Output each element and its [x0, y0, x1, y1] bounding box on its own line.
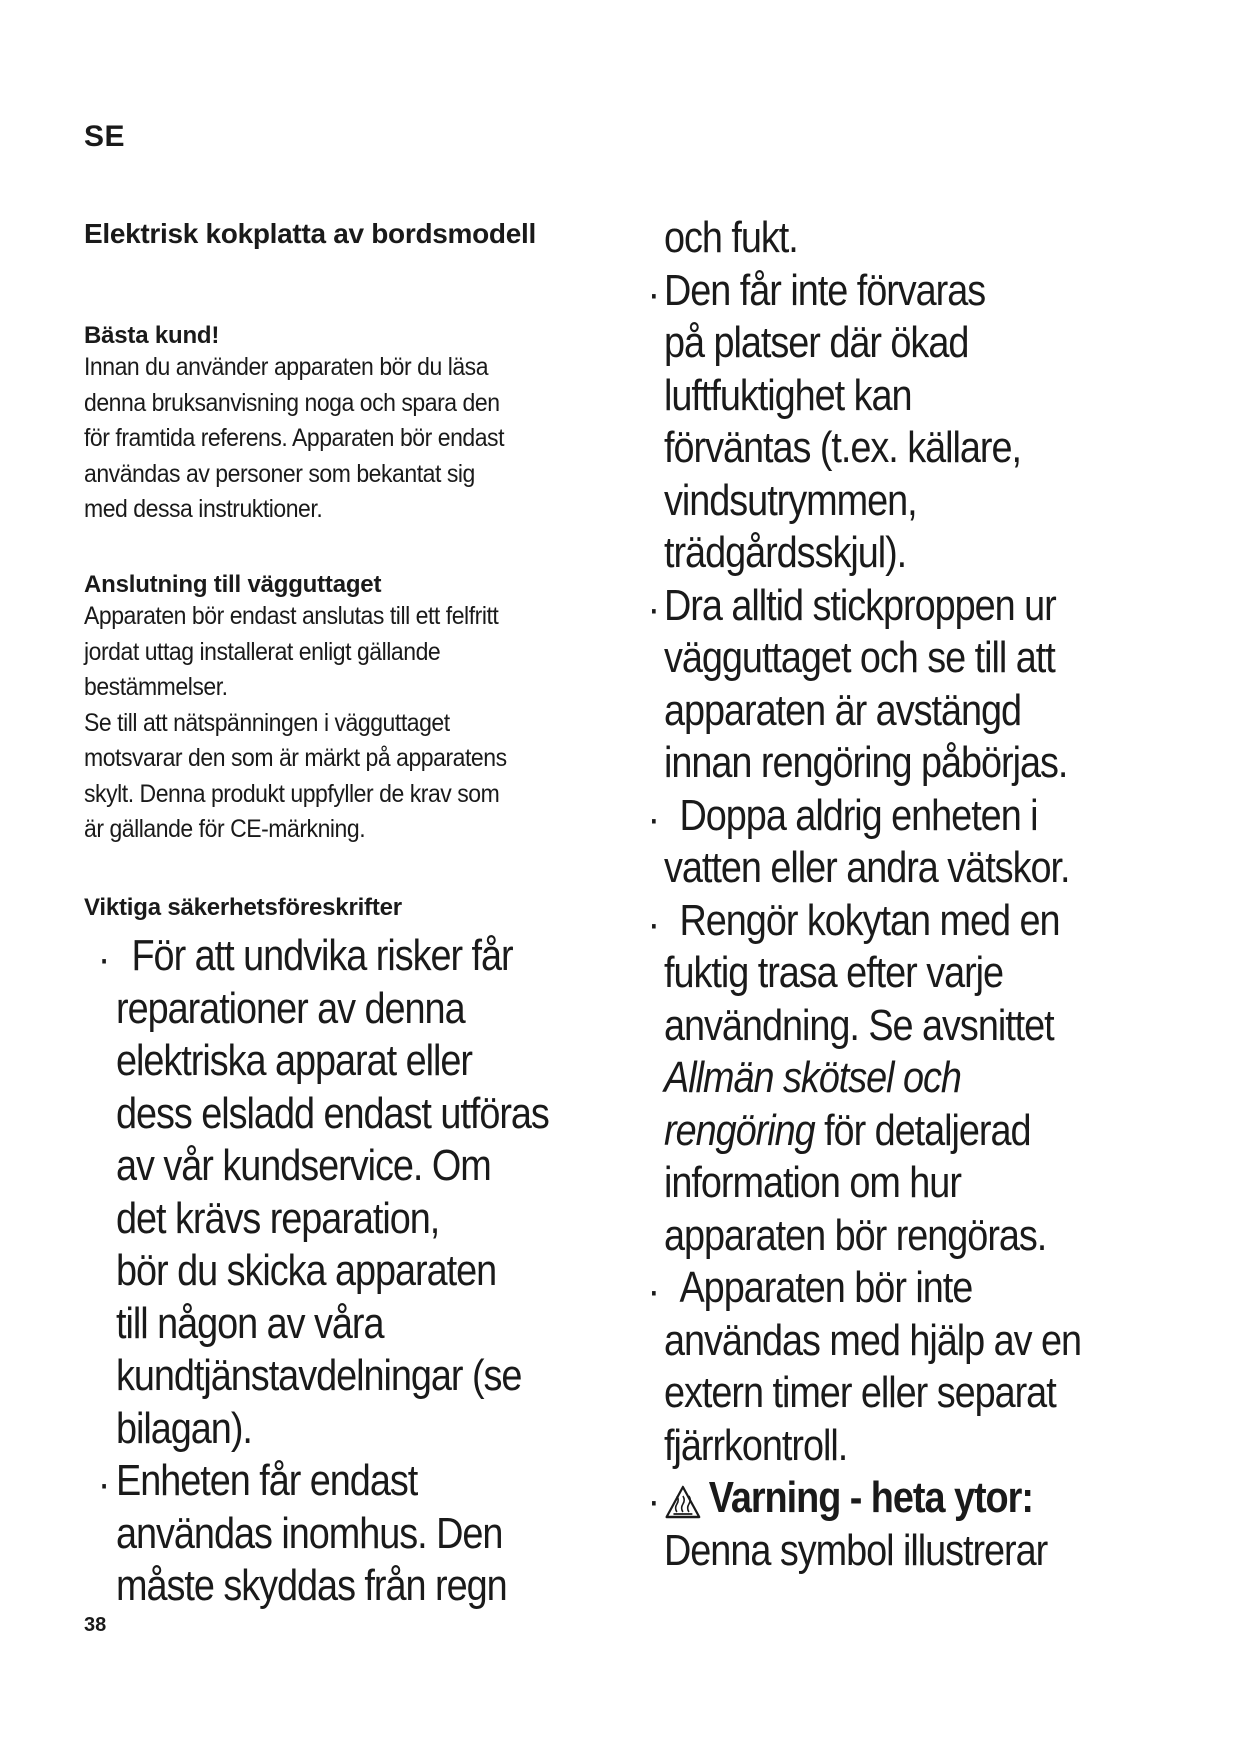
text-line: på platser där ökad [664, 318, 969, 367]
text-line: användas med hjälp av en [664, 1315, 1082, 1365]
bullet-icon: · [650, 279, 658, 313]
bullet-icon: · [650, 1277, 658, 1310]
greeting-heading: Bästa kund! [84, 322, 220, 349]
text-line: det krävs reparation, [116, 1193, 440, 1243]
text-line: reparationer av denna [116, 983, 465, 1033]
text-line: Apparaten bör endast anslutas till ett felfritt [84, 602, 499, 630]
text-line: användning. Se avsnittet [664, 1000, 1054, 1050]
text-line: av vår kundservice. Om [116, 1141, 491, 1190]
text-line: trädgårdsskjul). [664, 528, 907, 577]
text-line: och fukt. [664, 213, 798, 262]
text-line: dess elsladd endast utföras [116, 1088, 549, 1138]
text-line: Innan du använder apparaten bör du läsa [84, 353, 489, 381]
bullet-icon: · [650, 1487, 658, 1520]
text-line: fuktig trasa efter varje [664, 948, 1004, 997]
connection-body [84, 599, 599, 848]
text-line: Dra alltid stickproppen ur [664, 580, 1056, 630]
warning-label: Varning - heta ytor: [708, 1473, 1033, 1522]
language-code: SE [84, 120, 126, 153]
section-connection [84, 571, 604, 848]
text-line: jordat uttag installerat enligt gällande [84, 637, 441, 666]
text-line: användas av personer som bekantat sig [84, 459, 475, 488]
text-line: vägguttaget och se till att [664, 633, 1055, 682]
safety-items-left [100, 930, 598, 1613]
text-line: motsvarar den som är märkt på apparatens [84, 744, 507, 772]
safety-item-hot-surface [650, 1472, 1146, 1577]
text-line: användas inomhus. Den [116, 1508, 503, 1558]
text-line: apparaten är avstängd [664, 685, 1022, 735]
page-number: 38 [84, 1614, 107, 1636]
text-line [664, 1052, 1146, 1105]
text-fragment: för detaljerad [814, 1105, 1031, 1155]
text-line: bilagan). [116, 1403, 252, 1453]
section-reference-text: rengöring [664, 1105, 815, 1155]
text-line: Doppa aldrig enheten i [679, 790, 1038, 840]
text-line: bör du skicka apparaten [116, 1246, 497, 1295]
safety-items-right [650, 212, 1146, 1577]
warning-line [664, 1472, 1146, 1525]
text-line: För att undvika risker får [131, 931, 513, 980]
text-line: vatten eller andra vätskor. [664, 843, 1070, 892]
hot-surface-warning-icon [664, 1480, 702, 1516]
text-line: Enheten får endast [116, 1456, 418, 1505]
text-line: Apparaten bör inte [679, 1263, 973, 1312]
bullet-icon: · [100, 945, 109, 978]
safety-item-storage [650, 265, 1146, 580]
connection-heading: Anslutning till vägguttaget [84, 571, 382, 598]
safety-item-timer [650, 1262, 1146, 1472]
text-line: denna bruksanvisning noga och spara den [84, 388, 500, 417]
text-line: innan rengöring påbörjas. [664, 738, 1068, 787]
text-line: apparaten bör rengöras. [664, 1210, 1047, 1260]
text-line: kundtjänstavdelningar (se [116, 1351, 522, 1400]
text-line: Den får inte förvaras [664, 265, 986, 315]
text-line: Se till att nätspänningen i vägguttaget [84, 708, 450, 737]
bullet-icon: · [650, 804, 658, 838]
text-line: Denna symbol illustrerar [664, 1525, 1048, 1575]
text-line: skylt. Denna produkt uppfyller de krav som [84, 779, 500, 808]
bullet-icon: · [650, 594, 658, 628]
text-line: förväntas (t.ex. källare, [664, 423, 1021, 472]
safety-item-indoor [100, 1455, 598, 1613]
safety-heading: Viktiga säkerhetsföreskrifter [84, 894, 402, 921]
text-line: elektriska apparat eller [116, 1036, 472, 1085]
section-reference-text: Allmän skötsel och [664, 1053, 961, 1102]
safety-item-immerse [650, 790, 1146, 895]
text-line: vindsutrymmen, [664, 475, 917, 525]
text-line: måste skyddas från regn [116, 1561, 507, 1610]
text-line: med dessa instruktioner. [84, 495, 323, 523]
document-title: Elektrisk kokplatta av bordsmodell [84, 218, 536, 249]
text-line: information om hur [664, 1158, 961, 1207]
text-line: fjärrkontroll. [664, 1420, 848, 1470]
text-line: bestämmelser. [84, 673, 228, 701]
greeting-body [84, 350, 599, 528]
section-greeting [84, 322, 604, 528]
text-line: till någon av våra [116, 1298, 384, 1348]
text-line: för framtida referens. Apparaten bör endast [84, 424, 505, 452]
text-line [664, 1105, 1146, 1158]
safety-item-repair [100, 930, 598, 1455]
text-line: är gällande för CE-märkning. [84, 815, 366, 843]
safety-item-unplug [650, 580, 1146, 790]
bullet-icon: · [650, 909, 658, 943]
text-line: luftfuktighet kan [664, 370, 912, 420]
safety-item-clean [650, 895, 1146, 1263]
text-line: extern timer eller separat [664, 1368, 1056, 1417]
text-line: Rengör kokytan med en [679, 895, 1060, 945]
section-safety [84, 894, 604, 922]
bullet-icon: · [100, 1470, 109, 1503]
